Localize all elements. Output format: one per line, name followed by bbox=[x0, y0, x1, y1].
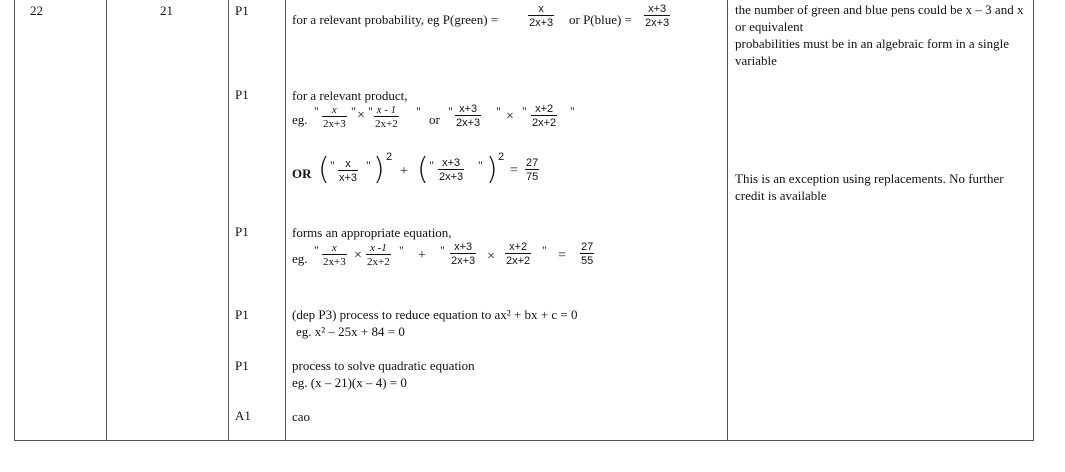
fraction: $\frac{x+2}{2x+2}$ bbox=[506, 241, 531, 267]
equals-symbol: = bbox=[558, 248, 566, 263]
fraction: $\frac{x}{2x+3}$ bbox=[323, 104, 346, 130]
step4-line1: (dep P3) process to reduce equation to ax² + bx + c = 0 bbox=[292, 307, 578, 322]
col-border bbox=[285, 0, 286, 441]
quote-mark: " bbox=[330, 158, 335, 172]
times-symbol: × bbox=[357, 108, 365, 123]
row-bottom-border bbox=[14, 440, 1034, 441]
quote-mark: " bbox=[366, 158, 371, 172]
exponent: 2 bbox=[386, 151, 393, 163]
quote-mark: " bbox=[368, 104, 373, 118]
step5-line2: eg. (x – 21)(x – 4) = 0 bbox=[292, 375, 407, 390]
equals-symbol: = bbox=[510, 163, 518, 178]
quote-mark: " bbox=[570, 104, 575, 118]
step4-line2: eg. x² – 25x + 84 = 0 bbox=[296, 324, 405, 339]
step2-heading: for a relevant product, bbox=[292, 88, 408, 103]
mark-label: P1 bbox=[235, 224, 249, 239]
col-border bbox=[228, 0, 229, 441]
mark-label: P1 bbox=[235, 307, 249, 322]
step1-text: for a relevant probability, eg P(green) = bbox=[292, 12, 499, 27]
mark-label: P1 bbox=[235, 3, 249, 18]
right-parenthesis: ) bbox=[486, 152, 498, 187]
fraction: $\frac{27}{55}$ bbox=[581, 241, 594, 267]
quote-mark: " bbox=[496, 104, 501, 118]
right-parenthesis: ) bbox=[373, 152, 385, 187]
note-pens: the number of green and blue pens could be x – 3 and x or equivalent bbox=[735, 2, 1024, 34]
quote-mark: " bbox=[416, 104, 421, 118]
quote-mark: " bbox=[478, 158, 483, 172]
fraction: $\frac{x+3}{2x+3}$ bbox=[451, 241, 476, 267]
quote-mark: " bbox=[429, 158, 434, 172]
fraction: $\frac{x}{2x+3}$ bbox=[529, 3, 554, 29]
eg-label: eg. bbox=[292, 251, 308, 266]
or-alternative-label: OR bbox=[292, 166, 312, 181]
times-symbol: × bbox=[506, 109, 514, 124]
quote-mark: " bbox=[448, 104, 453, 118]
fraction: $\frac{x+3}{2x+3}$ bbox=[439, 157, 464, 183]
fraction: $\frac{x -1}{2x+2}$ bbox=[367, 242, 390, 268]
exponent: 2 bbox=[498, 151, 505, 163]
eg-label: eg. bbox=[292, 112, 308, 127]
step3-heading: forms an appropriate equation, bbox=[292, 225, 452, 240]
fraction: $\frac{x}{x+3}$ bbox=[339, 158, 358, 184]
mark-label: A1 bbox=[235, 408, 251, 423]
fraction: $\frac{x+3}{2x+3}$ bbox=[456, 103, 481, 129]
col-border bbox=[1033, 0, 1034, 441]
quote-mark: " bbox=[522, 104, 527, 118]
col-border bbox=[106, 0, 107, 441]
quote-mark: " bbox=[351, 104, 356, 118]
quote-mark: " bbox=[314, 104, 319, 118]
col-border bbox=[727, 0, 728, 441]
fraction: $\frac{x - 1}{2x+2}$ bbox=[375, 104, 398, 130]
note-exception: This is an exception using replacements. No further credit is available bbox=[735, 171, 1004, 203]
part-number: 21 bbox=[160, 3, 173, 18]
fraction: $\frac{x}{2x+3}$ bbox=[323, 242, 346, 268]
note-algebraic-form: probabilities must be in an algebraic form in a single variable bbox=[735, 36, 1010, 68]
or-label: or bbox=[429, 112, 440, 127]
quote-mark: " bbox=[440, 243, 445, 257]
fraction: $\frac{x+2}{2x+2}$ bbox=[532, 103, 557, 129]
question-number: 22 bbox=[30, 3, 43, 18]
mark-label: P1 bbox=[235, 358, 249, 373]
step6-answer: cao bbox=[292, 409, 311, 424]
quote-mark: " bbox=[314, 243, 319, 257]
left-parenthesis: ( bbox=[318, 152, 330, 187]
times-symbol: × bbox=[354, 248, 362, 263]
step1-text-or: or P(blue) = bbox=[569, 12, 632, 27]
quote-mark: " bbox=[542, 243, 547, 257]
quote-mark: " bbox=[399, 243, 404, 257]
left-parenthesis: ( bbox=[417, 152, 429, 187]
times-symbol: × bbox=[487, 249, 495, 264]
col-border bbox=[14, 0, 15, 441]
plus-symbol: + bbox=[400, 164, 408, 179]
mark-label: P1 bbox=[235, 87, 249, 102]
fraction: $\frac{x+3}{2x+3}$ bbox=[645, 3, 670, 29]
step5-line1: process to solve quadratic equation bbox=[292, 358, 475, 373]
plus-symbol: + bbox=[418, 248, 426, 263]
fraction: $\frac{27}{75}$ bbox=[526, 157, 539, 183]
